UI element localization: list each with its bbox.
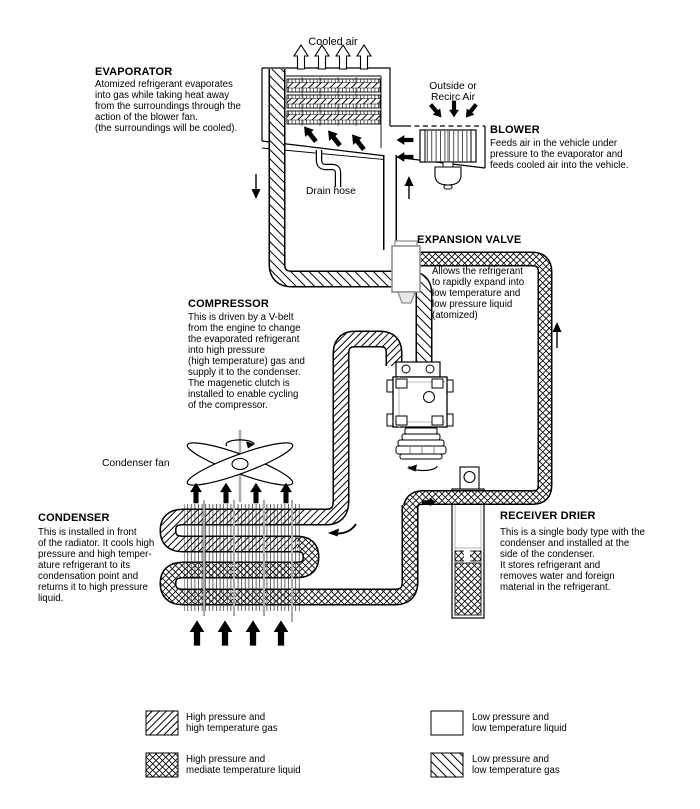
legend-label-mediate-temp-liquid: High pressure and mediate temperature liquid: [186, 754, 301, 776]
condenser-title: CONDENSER: [38, 512, 110, 524]
expansion-valve-title: EXPANSION VALVE: [417, 234, 522, 246]
evaporator-return-up-arrow: [405, 176, 414, 199]
receiver-drier-sight-glass: [460, 467, 479, 489]
legend-label-high-pressure-gas: High pressure and high temperature gas: [186, 712, 278, 734]
legend-swatch-mediate-temp-liquid: [146, 753, 178, 777]
outside-recirc-air-label: Outside or Recirc Air: [429, 81, 477, 103]
blower-motor-dome: [435, 167, 461, 185]
legend-swatch-low-pressure-gas: [431, 753, 463, 777]
riser-flow-arrow: [553, 322, 562, 348]
evaporator-description: Atomized refrigerant evaporates into gas while taking heat away from the surroundings through the action of the blower fan. (the surroundings will be cooled).: [95, 79, 241, 134]
cooled-air-arrows: [294, 45, 371, 69]
condenser-fan-label: Condenser fan: [102, 458, 170, 469]
legend-label-low-pressure-liquid: Low pressure and low temperature liquid: [472, 712, 567, 734]
blower-unit: [420, 130, 476, 189]
evaporator-airflow-arrows: [300, 123, 369, 153]
evaporator-wall-down-arrow: [252, 174, 261, 199]
expansion-valve-description: Allows the refrigerant to rapidly expand into low temperature and low pressure liquid (atomized): [432, 266, 525, 321]
cooled-air-label: Cooled air: [308, 36, 358, 48]
blower-intake-arrows: [427, 101, 480, 121]
drain-hose-label: Drain hose: [306, 186, 356, 197]
legend-label-low-pressure-gas: Low pressure and low temperature gas: [472, 754, 560, 776]
condenser-description: This is installed in front of the radiator. It cools high pressure and high temper- ature refrigerant to its condensation point and returns it to high pressure liquid.: [38, 527, 155, 604]
blower-title: BLOWER: [490, 124, 540, 136]
blower-output-arrows: [397, 135, 414, 162]
compressor-unit: [387, 362, 453, 472]
receiver-drier-title: RECEIVER DRIER: [500, 510, 596, 522]
pulley-rotation-arrow: [407, 465, 437, 472]
drain-hose: [319, 150, 338, 187]
evaporator-coil-rows: [287, 79, 380, 124]
receiver-drier-body: [452, 489, 484, 618]
evaporator-title: EVAPORATOR: [95, 66, 173, 78]
compressor-title: COMPRESSOR: [188, 298, 269, 310]
compressor-pulley: [396, 446, 446, 459]
legend-swatch-high-pressure-gas: [146, 711, 178, 735]
condenser-fins: [184, 500, 300, 622]
condenser-inlet-flow-arrow: [328, 524, 356, 537]
condenser-airflow-arrows-bottom: [190, 620, 289, 645]
receiver-drier-description: This is a single body type with the condenser and installed at the side of the condenser. It stores refrigerant and removes water and foreign material in the refrigerant.: [500, 527, 645, 593]
legend-swatch-low-pressure-liquid: [431, 711, 463, 735]
compressor-description: This is driven by a V-belt from the engine to change the evaporated refrigerant into high pressure (high temperature) gas and supply it to the condenser. The magenetic clutch is installed to enable cycling of the compressor.: [188, 312, 305, 411]
blower-description: Feeds air in the vehicle under pressure to the evaporator and feeds cooled air into the vehicle.: [490, 138, 629, 171]
